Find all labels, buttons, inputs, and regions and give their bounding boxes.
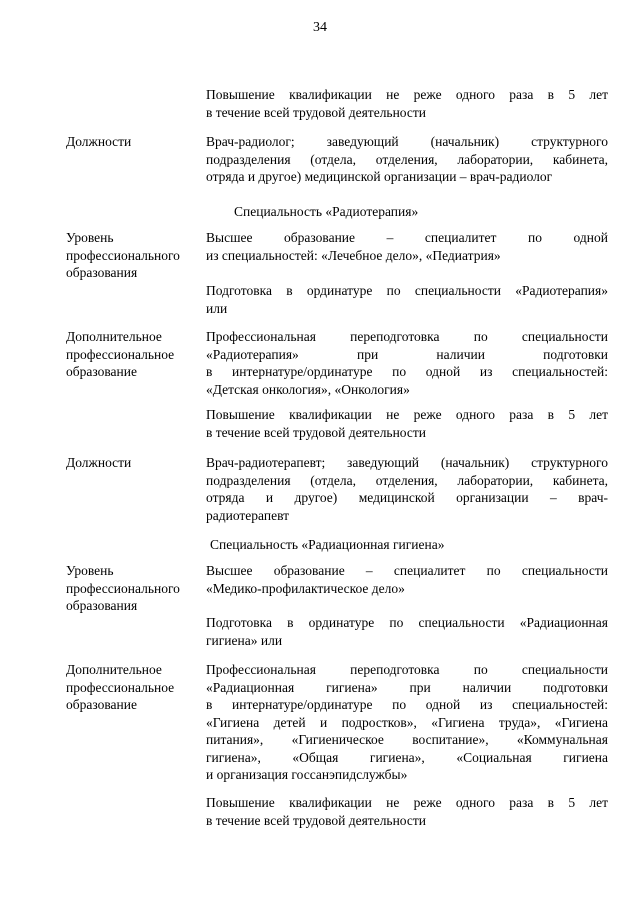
text-line: гигиена» или (206, 632, 283, 648)
additional-education-label-1 (66, 328, 206, 381)
label-line: профессиональное (66, 679, 175, 695)
text-line: Высшее образование – специалитет по специальности (206, 563, 608, 578)
text-line: Повышение квалификации не реже одного раза в 5 лет (206, 407, 608, 422)
education-level-text-1 (206, 229, 608, 264)
text-line: подразделения (отдела, отделения, лаборатории, кабинета, (206, 472, 608, 488)
label-line: Уровень (66, 230, 114, 245)
text-line: в интернатуре/ординатуре по одной из специальностей: (206, 697, 608, 712)
text-line: «Радиационная гигиена» при наличии подготовки (206, 679, 608, 695)
text-line: Врач-радиотерапевт; заведующий (начальник) структурного (206, 455, 608, 470)
text-line: из специальностей: «Лечебное дело», «Педиатрия» (206, 247, 501, 263)
text-line: Высшее образование – специалитет по одной (206, 230, 608, 245)
text-line: в течение всей трудовой деятельности (206, 424, 427, 440)
label-line: профессионального (66, 247, 180, 263)
text-line: Повышение квалификации не реже одного раза в 5 лет (206, 795, 608, 810)
education-level-label-1 (66, 229, 206, 282)
text-line: или (206, 300, 228, 316)
text-line: Повышение квалификации не реже одного раза в 5 лет (206, 87, 608, 102)
positions-label-2: Должности (66, 455, 132, 470)
text-line: в течение всей трудовой деятельности (206, 104, 427, 120)
specialty-heading-radiotherapy: Специальность «Радиотерапия» (234, 204, 419, 219)
text-line: и организация госсанэпидслужбы» (206, 767, 408, 782)
text-line: «Медико-профилактическое дело» (206, 580, 405, 596)
label-line: профессиональное (66, 346, 175, 362)
additional-education-text-1 (206, 328, 608, 398)
label-line: образования (66, 265, 138, 280)
text-line: Врач-радиолог; заведующий (начальник) структурного (206, 134, 608, 149)
label-line: Дополнительное (66, 329, 162, 344)
specialty-heading-radiation-hygiene: Специальность «Радиационная гигиена» (210, 537, 445, 552)
residency-text-1 (206, 282, 608, 317)
page-number: 34 (313, 20, 327, 35)
positions-text-1 (206, 133, 608, 186)
residency-text-2 (206, 614, 608, 649)
text-line: отряда и другое) медицинской организации – врач- (206, 490, 608, 505)
text-line: в течение всей трудовой деятельности (206, 812, 427, 828)
text-line: «Радиотерапия» при наличии подготовки (206, 346, 608, 362)
text-line: в интернатуре/ординатуре по одной из специальностей: (206, 364, 608, 379)
qualification-text-3 (206, 794, 608, 829)
label-line: профессионального (66, 580, 180, 596)
text-line: «Детская онкология», «Онкология» (206, 381, 410, 397)
label-line: Дополнительное (66, 662, 162, 677)
additional-education-text-2 (206, 661, 608, 784)
qualification-text-1 (206, 86, 608, 121)
text-line: Подготовка в ординатуре по специальности «Радиотерапия» (206, 283, 608, 298)
text-line: питания», «Гигиеническое воспитание», «Коммунальная (206, 732, 608, 747)
education-level-label-2 (66, 562, 206, 615)
qualification-text-2 (206, 406, 608, 441)
text-line: подразделения (отдела, отделения, лаборатории, кабинета, (206, 151, 608, 167)
label-line: образование (66, 697, 137, 712)
positions-label-1: Должности (66, 134, 132, 149)
additional-education-label-2 (66, 661, 206, 714)
text-line: гигиена», «Общая гигиена», «Социальная гигиена (206, 749, 608, 765)
label-line: Уровень (66, 563, 114, 578)
text-line: Профессиональная переподготовка по специальности (206, 329, 608, 344)
text-line: радиотерапевт (206, 507, 290, 523)
text-line: «Гигиена детей и подростков», «Гигиена труда», «Гигиена (206, 714, 608, 730)
text-line: Профессиональная переподготовка по специальности (206, 662, 608, 677)
text-line: Подготовка в ординатуре по специальности «Радиационная (206, 615, 608, 630)
education-level-text-2 (206, 562, 608, 597)
positions-text-2 (206, 454, 608, 524)
label-line: образование (66, 364, 137, 379)
text-line: отряда и другое) медицинской организации – врач-радиолог (206, 169, 553, 184)
label-line: образования (66, 598, 138, 613)
